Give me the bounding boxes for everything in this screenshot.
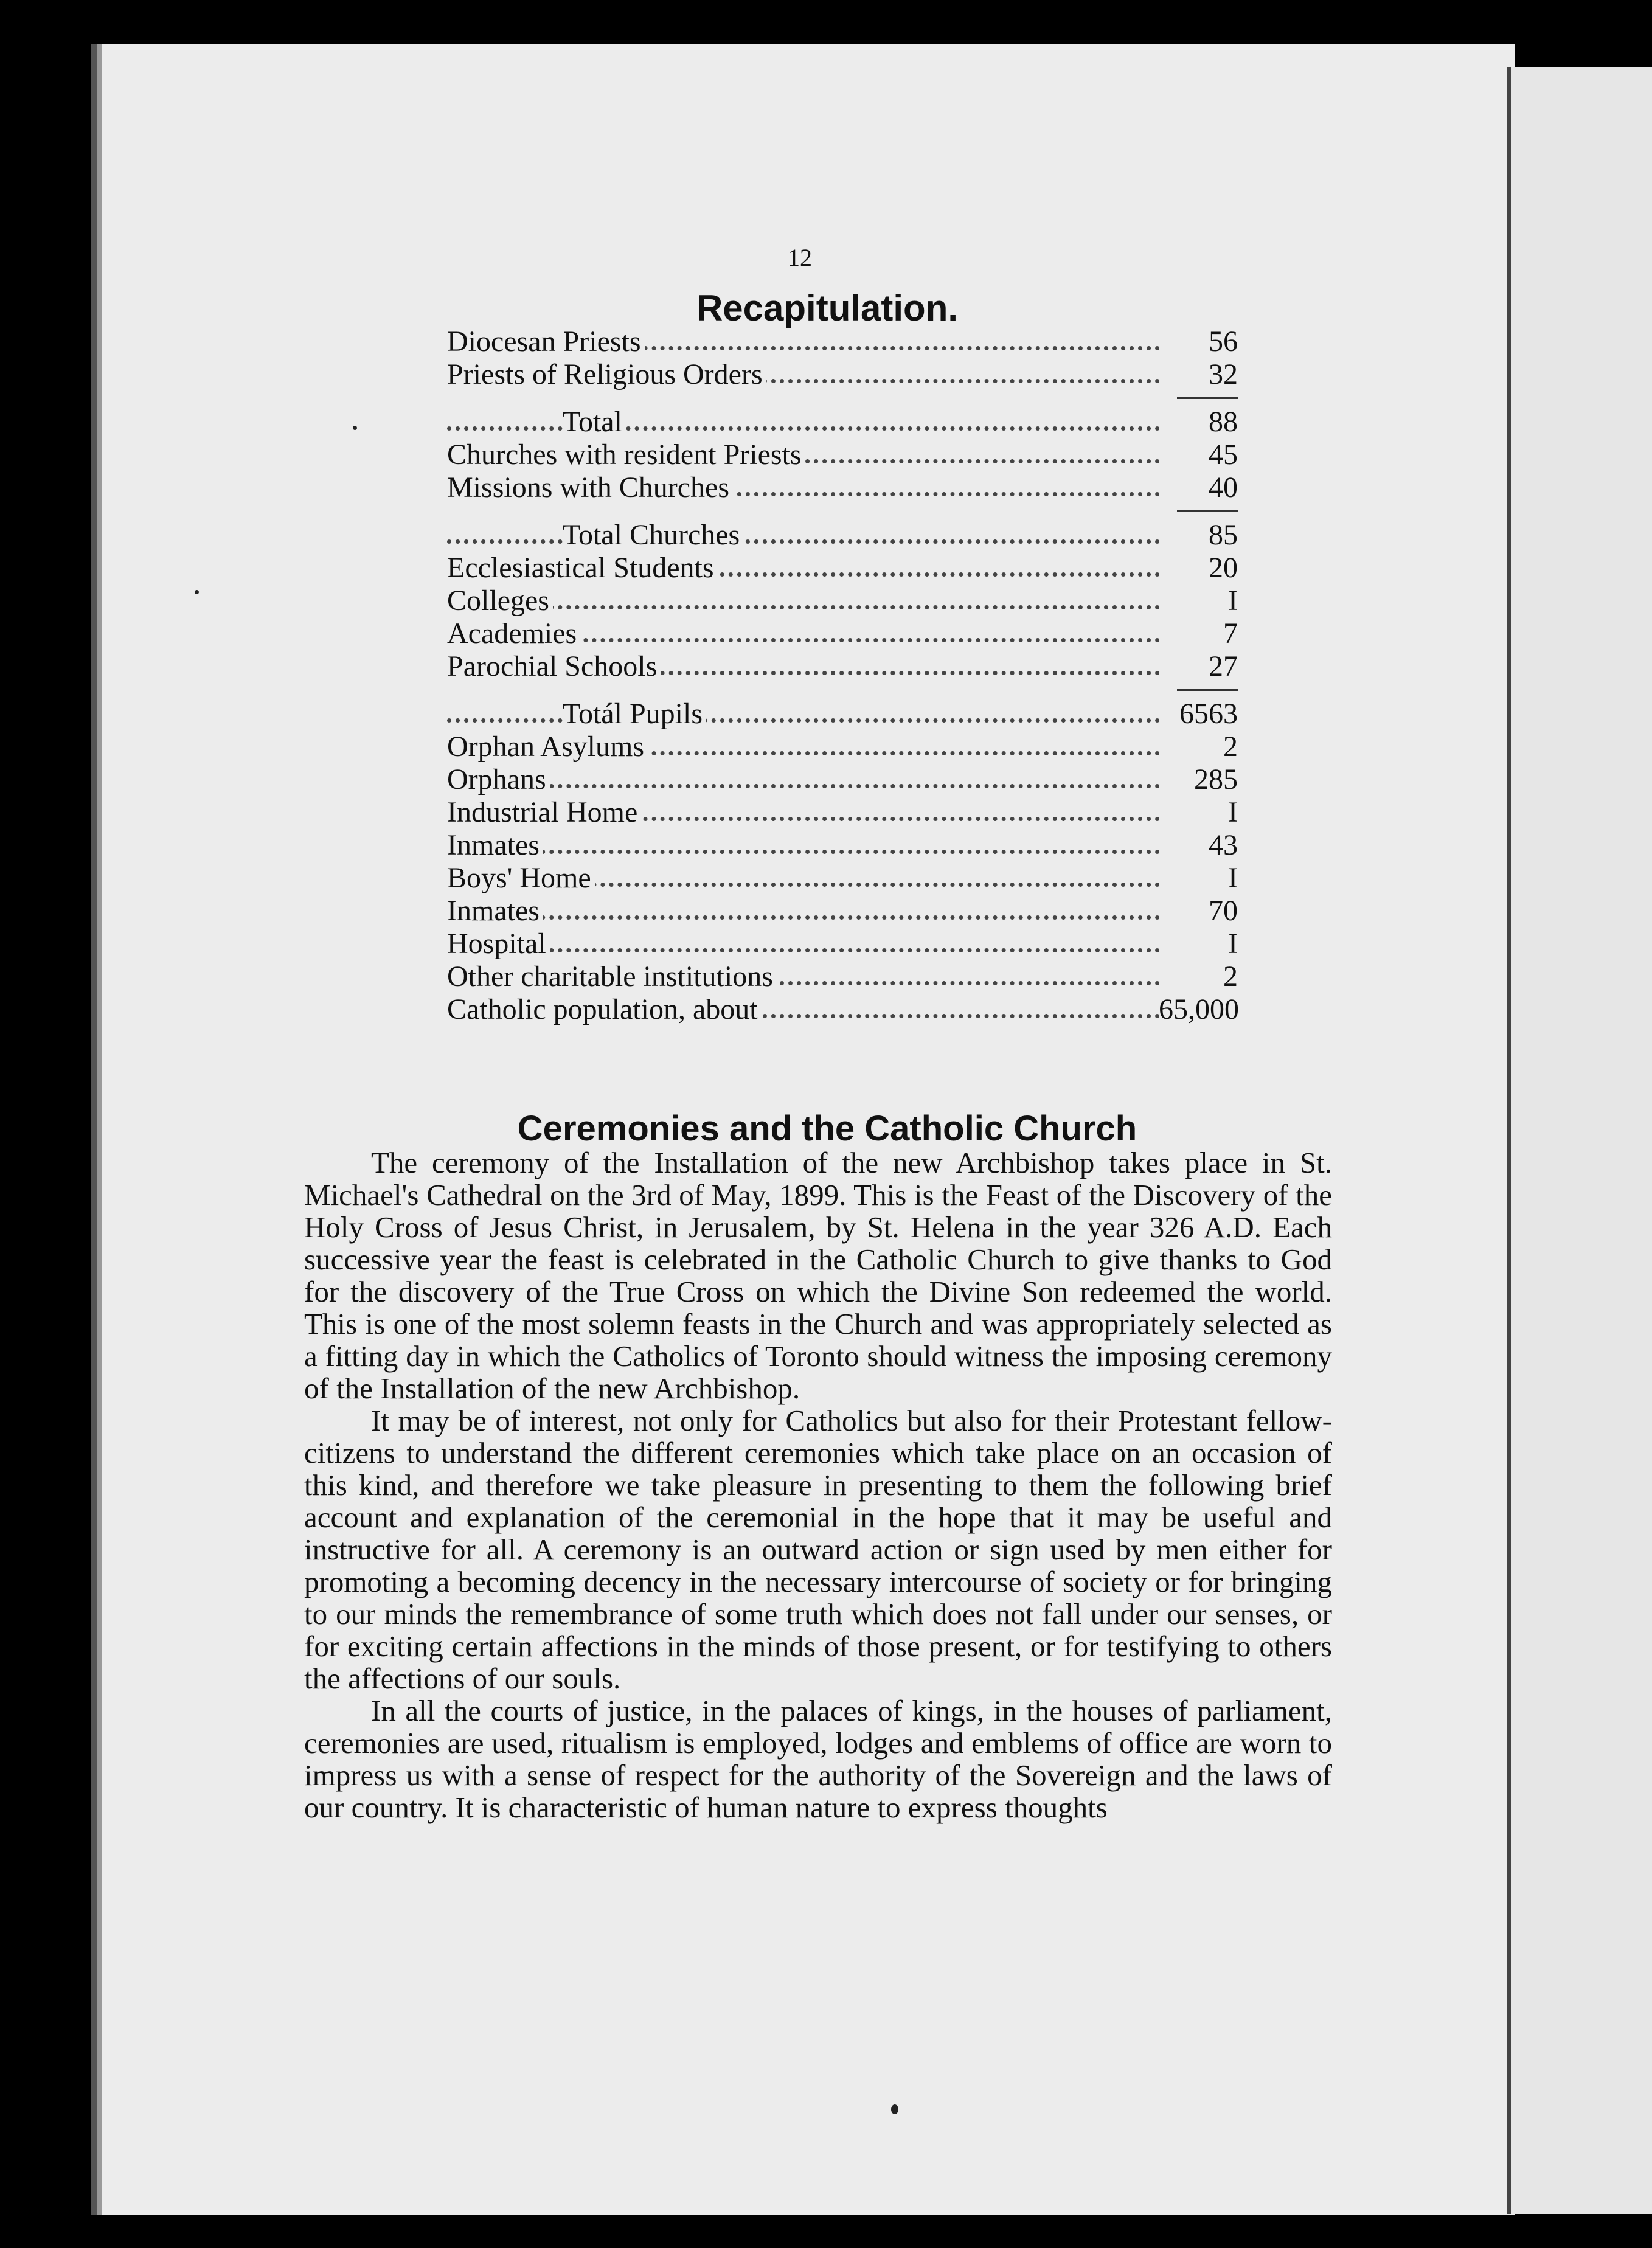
- sum-rule: [447, 391, 1238, 406]
- table-row: Priests of Religious Orders 32: [447, 358, 1238, 390]
- table-row: Diocesan Priests 56: [447, 325, 1238, 358]
- ceremonies-heading: Ceremonies and the Catholic Church: [517, 1109, 1137, 1148]
- table-row: Colleges I: [447, 585, 1238, 617]
- table-row-total: Total 88: [447, 406, 1238, 439]
- table-row: Orphans 285: [447, 763, 1238, 796]
- table-row-total: Total Churches 85: [447, 519, 1238, 552]
- table-row: Missions with Churches 40: [447, 471, 1238, 504]
- table-row: Hospital I: [447, 928, 1238, 960]
- table-row: Inmates 43: [447, 829, 1238, 861]
- recapitulation-table: [447, 325, 1238, 1026]
- table-row: Academies 7: [447, 617, 1238, 650]
- paragraph: The ceremony of the Installation of the new Archbishop takes place in St. Michael's Cathedral on the 3rd of May, 1899. This is the Feast of the Discovery of the Holy Cross of Jesus Christ, in Jerusalem, by St. Helena in the year 326 A.D. Each successive year the feast is celebrated in the Catholic Church to give thanks to God for the discovery of the True Cross on which the Divine Son redeemed the world. This is one of the most solemn feasts in the Church and was appropriately selected as a fitting day in which the Catholics of Toronto should witness the imposing ceremony of the Installation of the new Archbishop.: [304, 1146, 1332, 1405]
- facing-page-edge: [1507, 67, 1652, 2214]
- table-row: Other charitable institutions 2: [447, 960, 1238, 993]
- ink-spot: [891, 2104, 898, 2114]
- table-row: Inmates 70: [447, 895, 1238, 927]
- recapitulation-heading: Recapitulation.: [696, 288, 959, 328]
- ink-spot: [195, 590, 199, 594]
- table-row: Catholic population, about 65,000: [447, 993, 1239, 1025]
- sum-rule: [447, 504, 1238, 519]
- table-row: Parochial Schools 27: [447, 650, 1238, 682]
- ink-spot: [353, 426, 357, 430]
- table-row-total: Totál Pupils 6563: [447, 698, 1238, 730]
- table-row: Ecclesiastical Students 20: [447, 552, 1238, 584]
- table-row: Boys' Home I: [447, 862, 1238, 894]
- sum-rule: [447, 683, 1238, 698]
- page-number: 12: [788, 244, 812, 271]
- table-row: Industrial Home I: [447, 796, 1238, 828]
- table-row: Churches with resident Priests 45: [447, 439, 1238, 471]
- paragraph: In all the courts of justice, in the palaces of kings, in the houses of parliament, ceremonies are used, ritualism is employed, lodges and emblems of office are worn to impress us with a sense of respect for the authority of the Sovereign and the laws of our country. It is characteristic of human nature to express thoughts: [304, 1694, 1332, 1824]
- ceremonies-text: [304, 1147, 1332, 1823]
- table-row: Orphan Asylums 2: [447, 730, 1238, 763]
- paragraph: It may be of interest, not only for Catholics but also for their Protestant fellow-citizens to understand the different ceremonies which take place on an occasion of this kind, and therefore we take pleasure in presenting to them the following brief account and explanation of the ceremonial in the hope that it may be useful and instructive for all. A ceremony is an outward action or sign used by men either for promoting a becoming decency in the necessary intercourse of society or for bringing to our minds the remembrance of some truth which does not fall under our senses, or for exciting certain affections in the minds of those present, or for testifying to others the affections of our souls.: [304, 1404, 1332, 1695]
